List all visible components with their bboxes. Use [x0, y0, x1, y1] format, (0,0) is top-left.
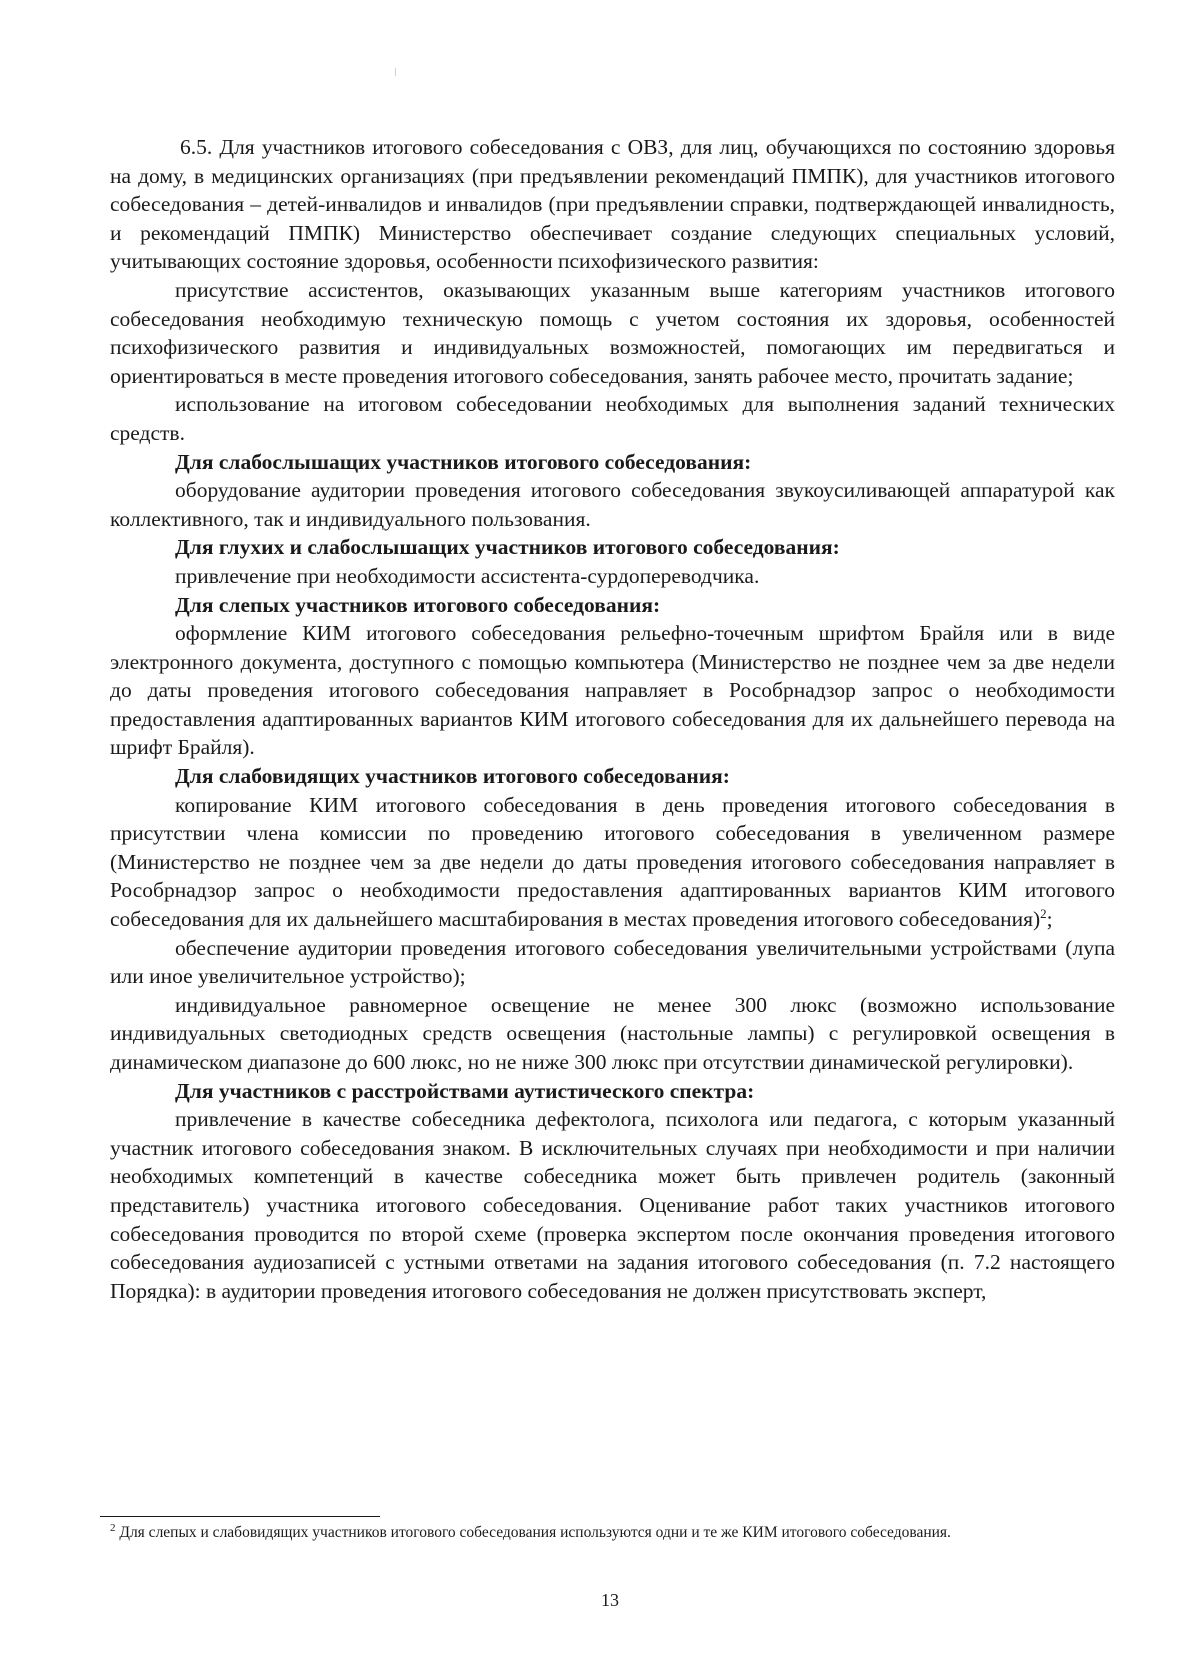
footnote-reference[interactable]: 2 — [1040, 905, 1047, 921]
paragraph-6-5: 6.5. Для участников итогового собеседования с ОВЗ, для лиц, обучающихся по состоянию здоровья на дому, в медицинских организациях (при предъявлении рекомендаций ПМПК), для участников итогового собеседования – детей-инвалидов и инвалидов (при предъявлении справки, подтверждающей инвалидность, и рекомендаций ПМПК) Министерство обеспечивает создание следующих специальных условий, учитывающих состояние здоровья, особенности психофизического развития: — [110, 135, 1115, 274]
heading-blind: Для слепых участников итогового собеседования: — [175, 592, 661, 617]
paragraph-lighting: индивидуальное равномерное освещение не менее 300 люкс (возможно использование индивидуальных светодиодных средств освещения (настольные лампы) с регулировкой освещения в динамическом диапазоне до 600 люкс, но не ниже 300 люкс при отсутствии динамической регулировки). — [110, 992, 1115, 1074]
paragraph-technical-means: использование на итоговом собеседовании необходимых для выполнения заданий технических средств. — [110, 392, 1115, 445]
paragraph-magnifiers: обеспечение аудитории проведения итогового собеседования увеличительными устройствами (лупа или иное увеличительное устройство); — [110, 935, 1115, 989]
scan-artifact — [395, 68, 396, 76]
footnote-marker: 2 — [110, 1521, 116, 1534]
paragraph-sound-amplification: оборудование аудитории проведения итогового собеседования звукоусиливающей аппаратурой как коллективного, так и индивидуального пользования. — [110, 478, 1115, 531]
heading-visually-impaired: Для слабовидящих участников итогового собеседования: — [175, 764, 730, 789]
heading-autism: Для участников с расстройствами аутистического спектра: — [175, 1078, 755, 1103]
footnote — [110, 1523, 1110, 1543]
paragraph-braille: оформление КИМ итогового собеседования рельефно-точечным шрифтом Брайля или в виде электронного документа, доступного с помощью компьютера (Министерство не позднее чем за две недели до даты проведения итогового собеседования направляет в Рособрнадзор запрос о необходимости предоставления адаптированных вариантов КИМ итогового собеседования для их дальнейшего перевода на шрифт Брайля). — [110, 621, 1115, 760]
paragraph-copying — [110, 791, 1115, 934]
heading-hard-of-hearing: Для слабослышащих участников итогового собеседования: — [175, 449, 752, 474]
heading-deaf: Для глухих и слабослышащих участников итогового собеседования: — [175, 535, 840, 560]
paragraph-assistants: присутствие ассистентов, оказывающих указанным выше категориям участников итогового собеседования необходимую техническую помощь с учетом состояния их здоровья, особенностей психофизического развития и индивидуальных возможностей, помогающих им передвигаться и ориентироваться в месте проведения итогового собеседования, занять рабочее место, прочитать задание; — [110, 277, 1115, 388]
footnote-text: Для слепых и слабовидящих участников итогового собеседования используются одни и те же КИМ итогового собеседования. — [115, 1524, 951, 1541]
footnote-separator — [100, 1516, 380, 1517]
paragraph-interlocutor: привлечение в качестве собеседника дефектолога, психолога или педагога, с которым указанный участник итогового собеседования знаком. В исключительных случаях при необходимости и при наличии необходимых компетенций в качестве собеседника может быть привлечен родитель (законный представитель) участника итогового собеседования. Оценивание работ таких участников итогового собеседования проводится по второй схеме (проверка экспертом после окончания проведения итогового собеседования аудиозаписей с устными ответами на задания итогового собеседования (п. 7.2 настоящего Порядка): в аудитории проведения итогового собеседования не должен присутствовать эксперт, — [110, 1107, 1115, 1303]
page-number: 13 — [601, 1590, 619, 1610]
paragraph-copying-text: копирование КИМ итогового собеседования в день проведения итогового собеседования в присутствии члена комиссии по проведению итогового собеседования в увеличенном размере (Министерство не позднее чем за две недели до даты проведения итогового собеседования направляет в Рособрнадзор запрос о необходимости предоставления адаптированных вариантов КИМ итогового собеседования для их дальнейшего масштабирования в местах проведения итогового собеседования) — [110, 792, 1115, 932]
paragraph-sign-interpreter: привлечение при необходимости ассистента-сурдопереводчика. — [175, 563, 760, 588]
paragraph-copying-end: ; — [1046, 907, 1053, 932]
document-body — [110, 133, 1115, 1305]
